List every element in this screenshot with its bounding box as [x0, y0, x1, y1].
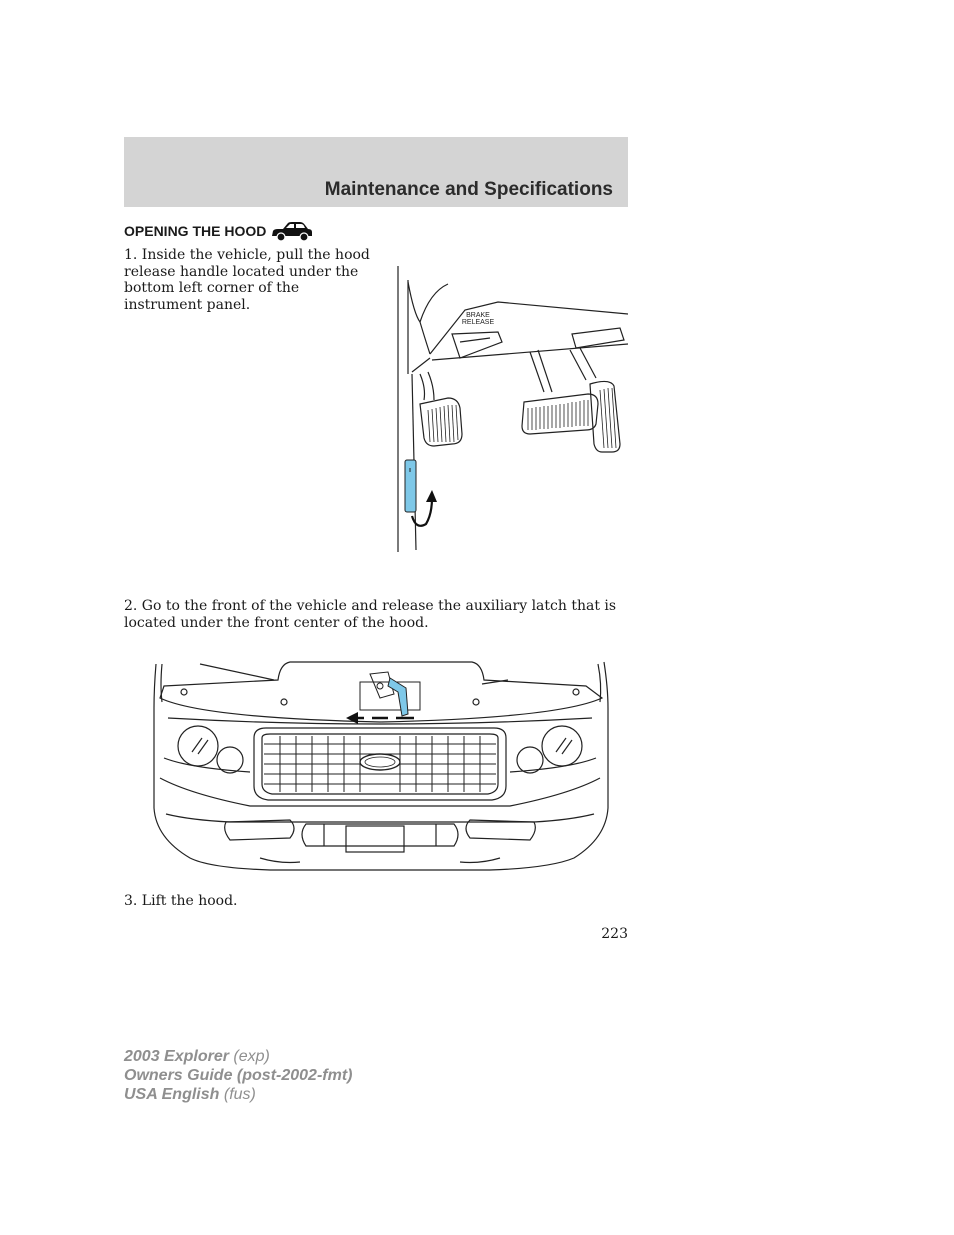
page-title: Maintenance and Specifications — [324, 179, 613, 200]
footer-language: USA English — [124, 1086, 220, 1103]
step-1-text: 1. Inside the vehicle, pull the hood release handle located under the bottom left corner of the instrument panel. — [124, 247, 370, 313]
footer-model-code: (exp) — [233, 1048, 270, 1065]
step-2-text: 2. Go to the front of the vehicle and release the auxiliary latch that is located under the front center of the hood. — [124, 598, 617, 631]
hood-release-illustration — [390, 262, 628, 554]
page-number: 223 — [601, 926, 628, 942]
brake-release-label-2: RELEASE — [461, 319, 495, 326]
car-icon — [270, 220, 314, 242]
brake-release-label-1: BRAKE — [466, 312, 490, 319]
vehicle-front-illustration — [150, 658, 614, 878]
hood-release-handle — [405, 460, 416, 512]
document-footer — [124, 1047, 352, 1104]
step-3-text: 3. Lift the hood. — [124, 893, 238, 909]
footer-model: 2003 Explorer — [124, 1048, 229, 1065]
section-heading — [124, 221, 314, 241]
footer-guide: Owners Guide (post-2002-fmt) — [124, 1067, 353, 1084]
section-heading-text: OPENING THE HOOD — [124, 223, 267, 239]
footer-language-code: (fus) — [223, 1086, 256, 1103]
header-band — [124, 137, 628, 207]
